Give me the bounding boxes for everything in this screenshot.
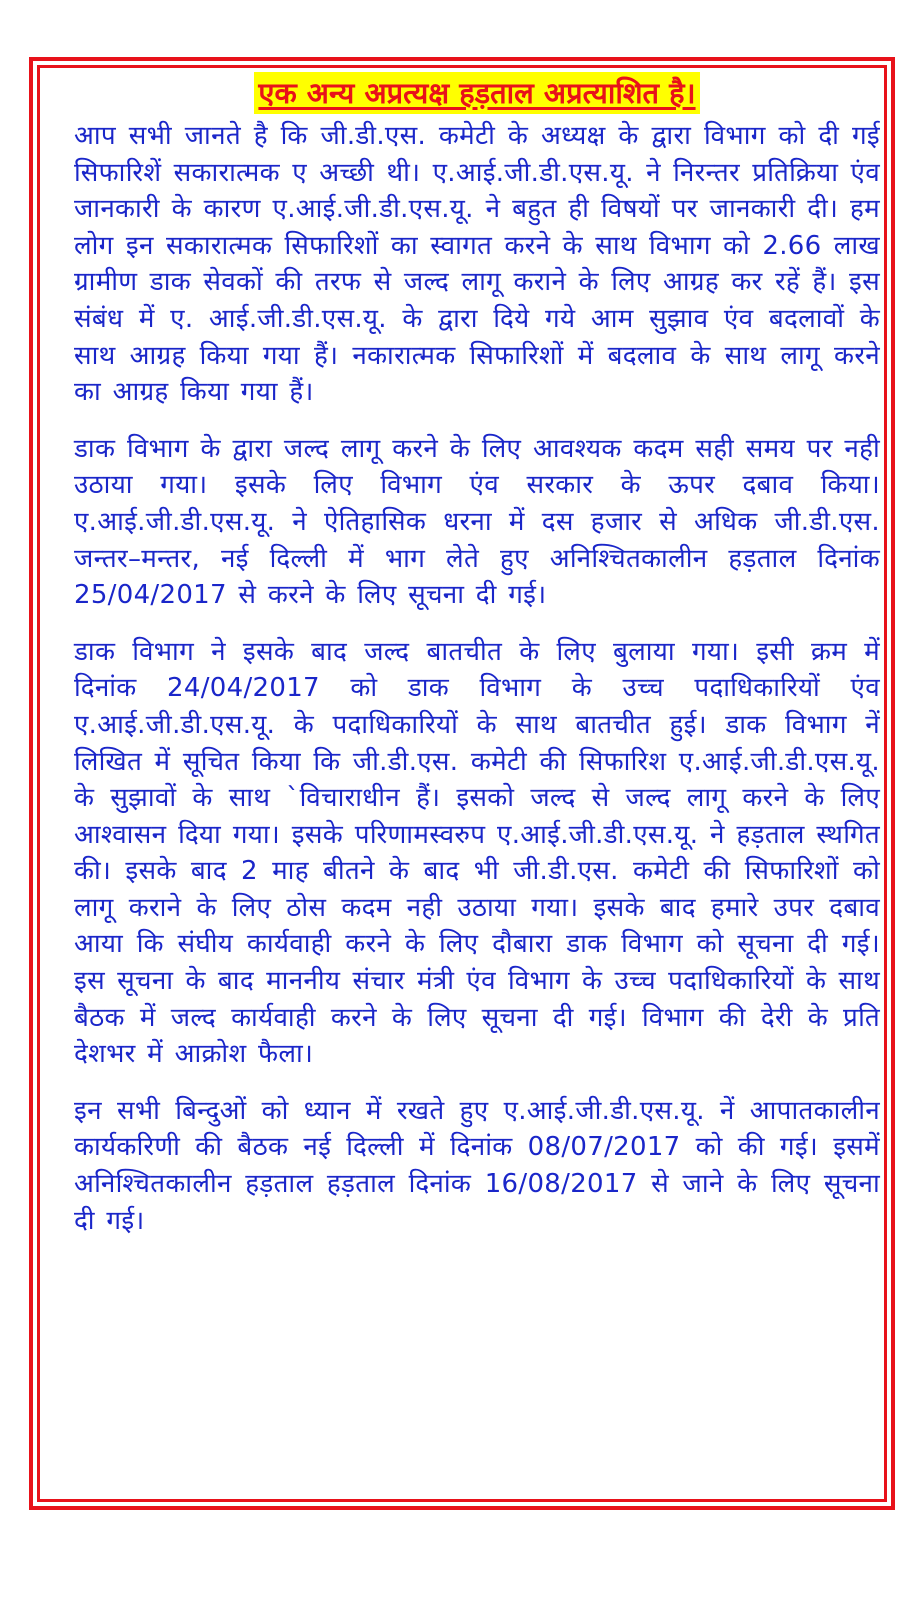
notice-content	[74, 72, 880, 1259]
paragraph-strike-notice: डाक विभाग के द्वारा जल्द लागू करने के लिए आवश्यक कदम सही समय पर नही उठाया गया। इसके लिए विभाग एंव सरकार के ऊपर दबाव किया। ए.आई.जी.डी.एस.यू. ने ऐतिहासिक धरना में दस हजार से अधिक जी.डी.एस. जन्तर–मन्तर, नई दिल्ली में भाग लेते हुए अनिश्चितकालीन हड़ताल दिनांक 25/04/2017 से करने के लिए सूचना दी गई।	[74, 433, 880, 611]
paragraph-negotiations: डाक विभाग ने इसके बाद जल्द बातचीत के लिए बुलाया गया। इसी क्रम में दिनांक 24/04/2017 को डाक विभाग के उच्च पदाधिकारियों एंव ए.आई.जी.डी.एस.यू. के पदाधिकारियों के साथ बातचीत हुई। डाक विभाग नें लिखित में सूचित किया कि जी.डी.एस. कमेटी की सिफारिश ए.आई.जी.डी.एस.यू. के सुझावों के साथ `विचाराधीन हैं। इसको जल्द से जल्द लागू करने के लिए आश्वासन दिया गया। इसके परिणामस्वरुप ए.आई.जी.डी.एस.यू. ने हड़ताल स्थगित की। इसके बाद 2 माह बीतने के बाद भी जी.डी.एस. कमेटी की सिफारिशों को लागू कराने के लिए ठोस कदम नही उठाया गया। इसके बाद हमारे उपर दबाव आया कि संघीय कार्यवाही करने के लिए दौबारा डाक विभाग को सूचना दी गई। इस सूचना के बाद माननीय संचार मंत्री एंव विभाग के उच्च पदाधिकारियों के साथ बैठक में जल्द कार्यवाही करने के लिए सूचना दी गई। विभाग की देरी के प्रति देशभर में आक्रोश फैला।	[74, 636, 880, 1070]
paragraph-gds-committee: आप सभी जानते है कि जी.डी.एस. कमेटी के अध्यक्ष के द्वारा विभाग को दी गई सिफारिशें सकारात्मक ए अच्छी थी। ए.आई.जी.डी.एस.यू. ने निरन्तर प्रतिक्रिया एंव जानकारी के कारण ए.आई.जी.डी.एस.यू. ने बहुत ही विषयों पर जानकारी दी। हम लोग इन सकारात्मक सिफारिशों का स्वागत करने के साथ विभाग को 2.66 लाख ग्रामीण डाक सेवकों की तरफ से जल्द लागू कराने के लिए आग्रह कर रहें हैं। इस संबंध में ए. आई.जी.डी.एस.यू. के द्वारा दिये गये आम सुझाव एंव बदलावों के साथ आग्रह किया गया हैं। नकारात्मक सिफारिशों में बदलाव के साथ लागू करने का आग्रह किया गया हैं।	[74, 121, 880, 408]
title-container	[74, 72, 880, 114]
paragraph-emergency-meeting: इन सभी बिन्दुओं को ध्यान में रखते हुए ए.आई.जी.डी.एस.यू. नें आपातकालीन कार्यकरिणी की बैठक नई दिल्ली में दिनांक 08/07/2017 को की गई। इसमें अनिश्चितकालीन हड़ताल हड़ताल दिनांक 16/08/2017 से जाने के लिए सूचना दी गई।	[74, 1095, 880, 1236]
notice-title: एक अन्य अप्रत्यक्ष हड़ताल अप्रत्याशित है।	[254, 72, 699, 114]
